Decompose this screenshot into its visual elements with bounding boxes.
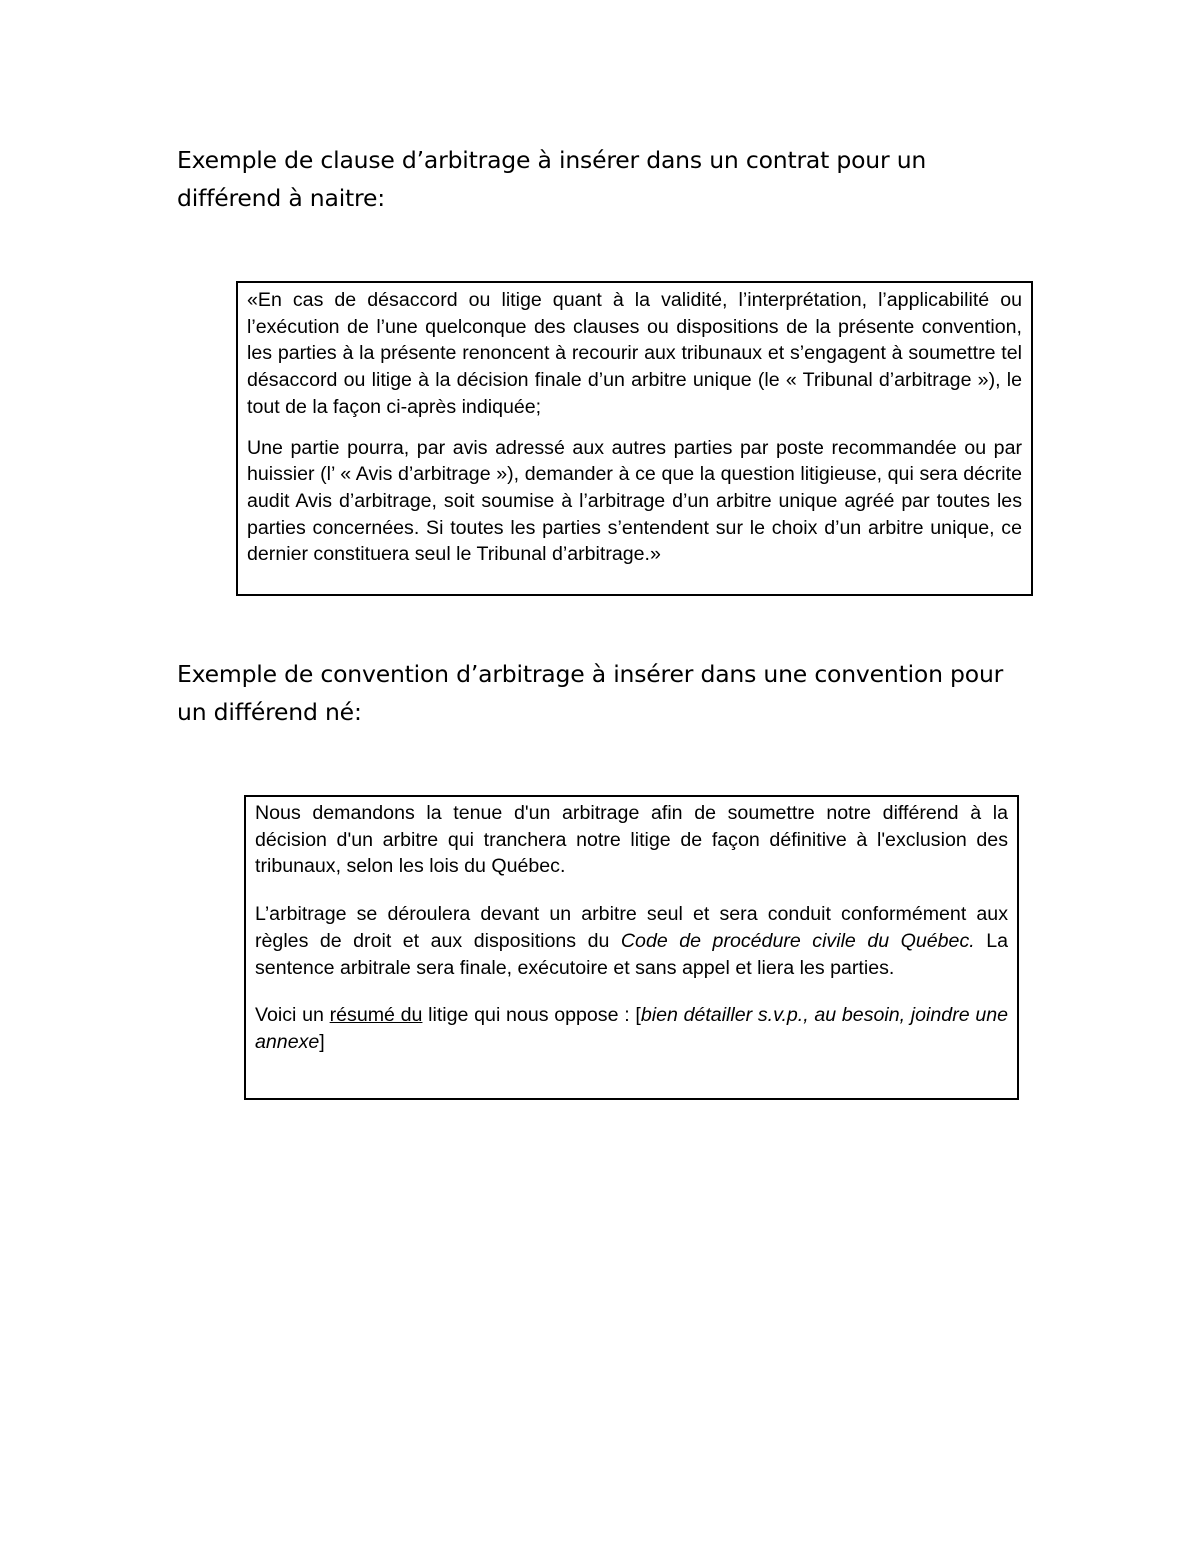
agreement-paragraph-2-text-end: La sentence arbitrale sera finale, exécutoire et sans appel et liera les parties. bbox=[255, 929, 1008, 979]
arbitration-agreement-box bbox=[244, 795, 1019, 1100]
instruction-placeholder: bien détailler s.v.p., au besoin, joindre une annexe bbox=[255, 1004, 1009, 1053]
agreement-paragraph-2 bbox=[255, 901, 1008, 981]
agreement-paragraph-3-text-mid: litige qui nous oppose : [ bbox=[422, 1004, 641, 1027]
agreement-paragraph-3 bbox=[255, 1002, 1008, 1055]
clause-paragraph-2: Une partie pourra, par avis adressé aux autres parties par poste recommandée ou par huissier (l’ « Avis d’arbitrage »), demander à ce que la question litigieuse, qui sera décrite audit Avis d’arbitrage, soit soumise à l’arbitrage d’un arbitre unique agréé par toutes les parties concernées. Si toutes les parties s’entendent sur le choix d’un arbitre unique, ce dernier constituera seul le Tribunal d’arbitrage.» bbox=[247, 436, 1022, 566]
agreement-paragraph-2-text: L’arbitrage se déroulera devant un arbitre seul et sera conduit conformément aux règles de droit et aux dispositions du bbox=[255, 903, 1008, 952]
section1-heading: Exemple de clause d’arbitrage à insérer dans un contrat pour un différend à naitre: bbox=[177, 146, 927, 212]
section2-heading: Exemple de convention d’arbitrage à insérer dans une convention pour un différend né: bbox=[177, 660, 1004, 726]
clause-paragraph-1: «En cas de désaccord ou litige quant à la validité, l’interprétation, l’applicabilité ou l’exécution de l’une quelconque des clauses ou dispositions de la présente convention, les parties à la présente renoncent à recourir aux tribunaux et s’engagent à soumettre tel désaccord ou litige à la décision finale d’un arbitre unique (le « Tribunal d’arbitrage »), le tout de la façon ci-après indiquée; bbox=[247, 289, 1022, 418]
arbitration-clause-box bbox=[236, 281, 1033, 596]
agreement-paragraph-1: Nous demandons la tenue d'un arbitrage afin de soumettre notre différend à la décision d'un arbitre qui tranchera notre litige de façon définitive à l'exclusion des tribunaux, selon les lois du Québec. bbox=[255, 802, 1008, 878]
summary-underlined: résumé du bbox=[329, 1004, 423, 1027]
agreement-paragraph-3-text-end: ] bbox=[319, 1030, 325, 1053]
code-title: Code de procédure civile du Québec. bbox=[620, 929, 975, 952]
agreement-paragraph-3-text: Voici un bbox=[255, 1004, 330, 1027]
